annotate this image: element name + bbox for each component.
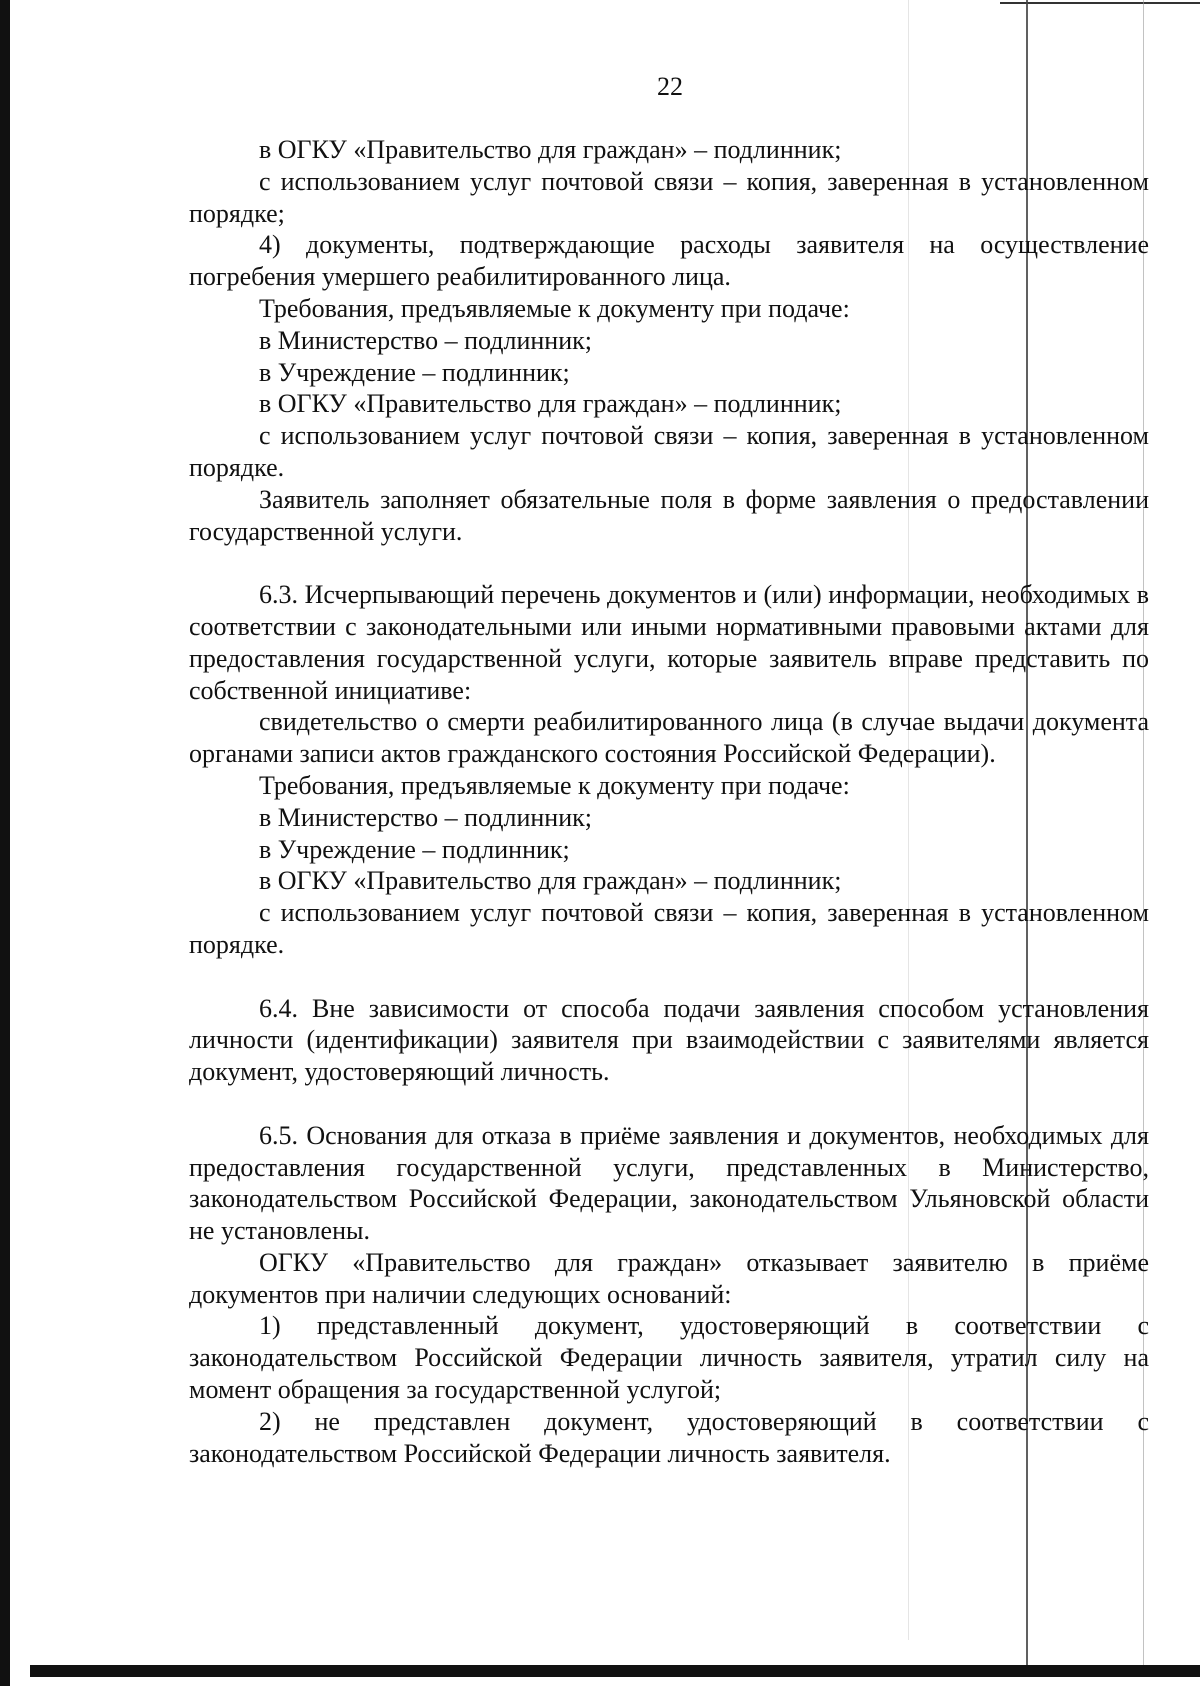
paragraph: в ОГКУ «Правительство для граждан» – подлинник;: [259, 135, 842, 164]
paragraph: 1) представленный документ, удостоверяющий в соответствии с законодательством Российской Федерации личность заявителя, утратил силу на момент обращения за государственной услугой;: [189, 1311, 1149, 1405]
paragraph: ОГКУ «Правительство для граждан» отказывает заявителю в приёме документов при наличии следующих оснований:: [189, 1247, 1149, 1309]
paragraph: в Министерство – подлинник;: [259, 325, 592, 355]
paragraph: 2) не представлен документ, удостоверяющий в соответствии с законодательством Российской Федерации личность заявителя.: [189, 1406, 1149, 1468]
paragraph: в ОГКУ «Правительство для граждан» – подлинник;: [259, 389, 842, 419]
paragraph: 6.5. Основания для отказа в приёме заявления и документов, необходимых для предоставления государственной услуги, представленных в Министерство, законодательством Российской Федерации, законодательством Ульяновской области не установлены.: [189, 1120, 1149, 1246]
paragraph: Требования, предъявляемые к документу при подаче:: [259, 770, 850, 800]
paragraph: в ОГКУ «Правительство для граждан» – подлинник;: [259, 866, 842, 896]
document-body: [189, 134, 1149, 1469]
scan-border-left: [0, 0, 10, 1686]
paragraph: с использованием услуг почтовой связи – копия, заверенная в установленном порядке;: [189, 166, 1149, 228]
paragraph: 6.3. Исчерпывающий перечень документов и (или) информации, необходимых в соответствии с законодательными или иными нормативными правовыми актами для предоставления государственной услуги, которые заявитель вправе представить по собственной инициативе:: [189, 580, 1149, 705]
scan-border-bottom: [30, 1665, 1200, 1677]
paragraph: в Министерство – подлинник;: [259, 802, 592, 832]
paragraph: 4) документы, подтверждающие расходы заявителя на осуществление погребения умершего реабилитированного лица.: [189, 230, 1149, 292]
paragraph: свидетельство о смерти реабилитированного лица (в случае выдачи документа органами записи актов гражданского состояния Российской Федерации).: [189, 707, 1149, 769]
paragraph: Заявитель заполняет обязательные поля в форме заявления о предоставлении государственной услуги.: [189, 484, 1149, 546]
paragraph: с использованием услуг почтовой связи – копия, заверенная в установленном порядке.: [189, 898, 1149, 959]
paragraph: 6.4. Вне зависимости от способа подачи заявления способом установления личности (идентификации) заявителя при взаимодействии с заявителями является документ, удостоверяющий личность.: [189, 993, 1149, 1087]
paragraph: Требования, предъявляемые к документу при подаче:: [259, 293, 850, 323]
page-number: 22: [657, 72, 683, 101]
scan-artifact-top-line: [1000, 2, 1200, 4]
paragraph: с использованием услуг почтовой связи – копия, заверенная в установленном порядке.: [189, 421, 1149, 482]
paragraph: в Учреждение – подлинник;: [259, 357, 570, 387]
paragraph: в Учреждение – подлинник;: [259, 834, 570, 864]
